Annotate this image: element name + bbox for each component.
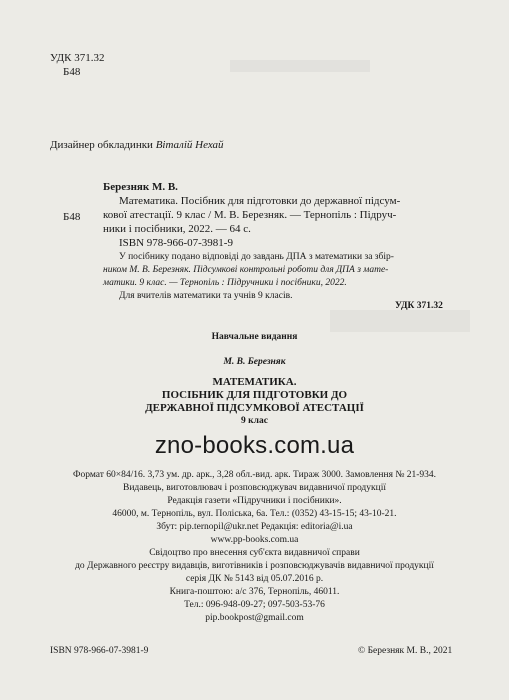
imprint-line: Свідоцтво про внесення суб'єкта видавничої справи (149, 548, 360, 558)
code-top: Б48 (63, 66, 81, 78)
bleed-through-shadow (330, 310, 470, 332)
abstract-line: матики. 9 клас. — Тернопіль : Підручники і посібники, 2022. (103, 278, 347, 288)
copyright: © Березняк М. В., 2021 (358, 646, 453, 656)
imprint-line: 46000, м. Тернопіль, вул. Поліська, 6а. Тел.: (0352) 43-15-15; 43-10-21. (112, 509, 397, 519)
imprint-line: Книга-поштою: а/с 376, Тернопіль, 46011. (169, 587, 340, 597)
biblio-line: кової атестації. 9 клас / М. В. Березняк. — Тернопіль : Підруч- (103, 209, 397, 221)
imprint-line: до Державного реєстру видавців, виготівників і розповсюджувачів видавничої продукції (75, 561, 434, 571)
book-title-line: ПОСІБНИК ДЛЯ ПІДГОТОВКИ ДО (161, 389, 348, 401)
isbn-bottom: ISBN 978-966-07-3981-9 (50, 646, 149, 656)
udk-right: УДК 371.32 (395, 301, 443, 311)
imprint-line: Редакція газети «Підручники і посібники». (167, 496, 342, 506)
imprint-line: Формат 60×84/16. 3,73 ум. др. арк., 3,28 обл.-вид. арк. Тираж 3000. Замовлення № 21-934. (72, 470, 437, 480)
designer-credit (50, 139, 224, 151)
book-title-line: МАТЕМАТИКА. (212, 376, 297, 388)
imprint-line: Тел.: 096-948-09-27; 097-503-53-76 (184, 600, 325, 610)
imprint-line: www.pp-books.com.ua (210, 535, 299, 545)
author-name: М. В. Березняк (223, 357, 286, 367)
edition-type: Навчальне видання (211, 332, 298, 342)
biblio-line: Математика. Посібник для підготовки до державної підсум- (119, 195, 401, 207)
bleed-through-shadow (230, 60, 370, 72)
designer-label: Дизайнер обкладинки (50, 139, 156, 151)
grade-label: 9 клас (241, 416, 268, 426)
author-heading: Березняк М. В. (103, 181, 178, 193)
code-left: Б48 (63, 211, 81, 223)
abstract-line: У посібнику подано відповіді до завдань ДПА з математики за збір- (119, 252, 394, 262)
imprint-line: pip.bookpost@gmail.com (205, 613, 304, 623)
imprint-line: Видавець, виготовлювач і розповсюджувач видавничої продукції (122, 483, 386, 493)
biblio-line: ники і посібники, 2022. — 64 с. (103, 223, 251, 235)
udk-top: УДК 371.32 (50, 52, 105, 64)
abstract-line: ником М. В. Березняк. Підсумкові контрольні роботи для ДПА з мате- (103, 265, 389, 275)
isbn-line: ISBN 978-966-07-3981-9 (119, 237, 233, 249)
abstract-line: Для вчителів математики та учнів 9 класів. (119, 291, 293, 301)
imprint-line: серія ДК № 5143 від 05.07.2016 р. (185, 574, 324, 584)
imprint-line: Збут: pip.ternopil@ukr.net Редакція: editoria@i.ua (156, 522, 353, 532)
book-title-line: ДЕРЖАВНОЇ ПІДСУМКОВОЇ АТЕСТАЦІЇ (145, 402, 364, 414)
watermark-text: zno-books.com.ua (154, 432, 355, 459)
designer-name: Віталій Нехай (155, 139, 224, 151)
